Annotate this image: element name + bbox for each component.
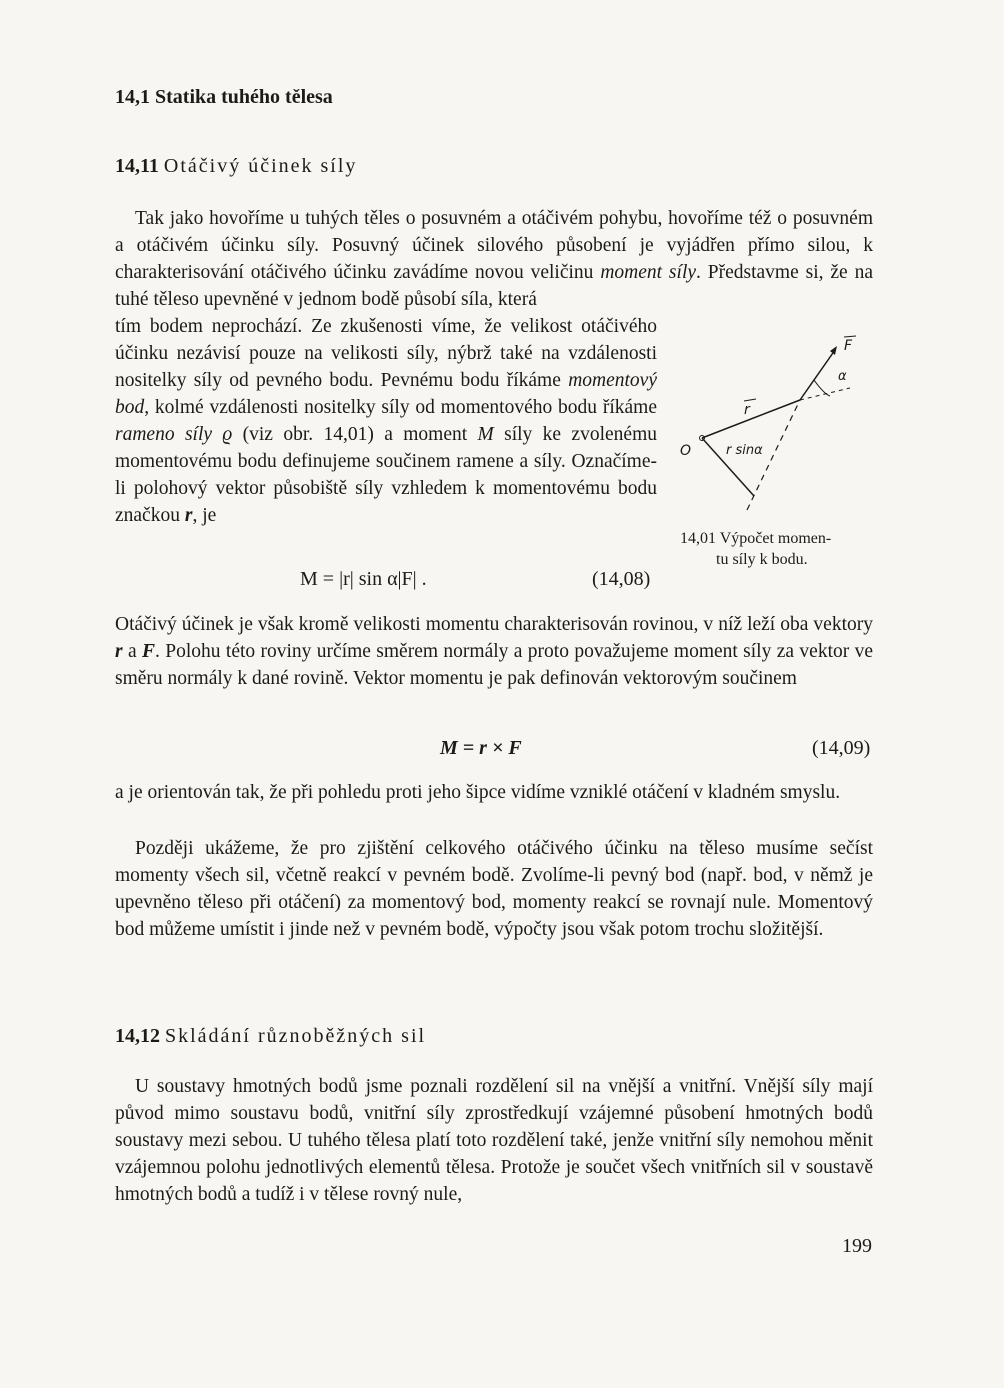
section2-number: 14,12 — [115, 1025, 160, 1047]
paragraph-1-column — [115, 313, 657, 529]
section-heading-14-12 — [115, 1025, 426, 1048]
label-F: F — [844, 338, 853, 354]
paragraph-3 — [115, 779, 873, 806]
var-F: F — [142, 641, 156, 662]
label-rsin: r sinα — [726, 443, 763, 458]
var-M: M — [477, 424, 494, 445]
term-rameno-sily: rameno síly ϱ — [115, 424, 233, 445]
term-moment-sily: moment síly — [600, 262, 697, 283]
para3-text: a je orientován tak, že při pohledu proti jeho šipce vidíme vzniklé otáčení v kladném smyslu. — [115, 782, 841, 803]
force-vector — [800, 350, 835, 400]
label-r-overbar — [744, 399, 756, 401]
var-r: r — [184, 505, 193, 526]
caption-line-2: tu síly k bodu. — [716, 551, 808, 568]
para2-text-b: a — [122, 641, 142, 662]
position-vector — [702, 400, 800, 438]
chapter-title: 14,1 Statika tuhého tělesa — [115, 86, 333, 108]
paragraph-1-full — [115, 205, 873, 313]
para1-text-a: Tak jako hovoříme u tuhých těles o posuvném a otáčivém pohybu, hovoříme též o posuvném a otáčivém účinku síly. Posuvný účinek silového působení je vyjádřen přímo silou, k charakterisování otáčivého účinku zavádíme novou veličinu — [115, 208, 873, 283]
paragraph-5 — [115, 1073, 873, 1208]
para1-text-b-part2: tím bodem neprochází. Ze zkušenosti víme, že velikost otáčivého účinku nezávisí pouze na velikosti síly, nýbrž také na vzdálenosti nositelky síly od pevného bodu. Pevnému bodu říkáme — [115, 316, 657, 391]
term-momentovy-bod: momentový bod — [115, 370, 657, 418]
label-r: r — [744, 402, 750, 418]
equation-14-09: M = r × F — [440, 737, 522, 759]
para1-text-e: síly ke zvolenému momentovému bodu definujeme součinem ramene a síly. Označíme-li polohový vektor působiště síly vzhledem k momentovému bodu značkou — [115, 424, 657, 526]
equation-14-08-number: (14,08) — [592, 568, 651, 590]
paragraph-2 — [115, 611, 873, 692]
para1-text-c: , kolmé vzdálenosti nositelky síly od momentového bodu říkáme — [144, 397, 657, 418]
var-r-2: r — [115, 641, 123, 662]
force-arrowhead — [830, 346, 837, 355]
label-O: O — [680, 443, 692, 459]
equation-14-09-number: (14,09) — [812, 737, 871, 759]
section-heading-14-11 — [115, 155, 357, 178]
figure-caption — [680, 528, 831, 570]
section2-title: Skládání různoběžných sil — [165, 1025, 427, 1047]
para5-text: U soustavy hmotných bodů jsme poznali rozdělení sil na vnější a vnitřní. Vnější síly mají původ mimo soustavu bodů, vnitřní síly zprostředkují vzájemné působení hmotných bodů soustavy mezi sebou. U tuhého tělesa platí toto rozdělení také, jenže vnitřní síly nemohou měnit vzájemnou polohu jednotlivých elementů tělesa. Protože je součet všech vnitřních sil v soustavě hmotných bodů a tudíž i v tělese rovný nule, — [115, 1076, 873, 1205]
section-title: Otáčivý účinek síly — [163, 155, 358, 177]
para2-text-a: Otáčivý účinek je však kromě velikosti momentu charakterisován rovinou, v níž leží oba vektory — [115, 614, 873, 635]
equation-14-08 — [300, 568, 427, 591]
para1-text-d: (viz obr. 14,01) a moment — [232, 424, 478, 445]
section-number: 14,11 — [115, 155, 159, 177]
para2-text-c: . Polohu této roviny určíme směrem normály a proto považujeme moment síly za vektor ve směru normály k dané rovině. Vektor momentu je pak definován vektorovým součinem — [115, 641, 874, 689]
figure-14-01 — [672, 328, 872, 520]
equation-14-08-text: M = |r| sin α|F| . — [300, 568, 427, 590]
para4-text: Později ukážeme, že pro zjištění celkového otáčivého účinku na těleso musíme sečíst momenty všech sil, včetně reakcí v pevném bodě. Zvolíme-li pevný bod (např. bod, v němž je upevněno těleso při otáčení) za momentový bod, momenty reakcí se rovnají nule. Momentový bod můžeme umístit i jinde než v pevném bodě, výpočty jsou však potom trochu složitější. — [115, 838, 873, 940]
page-number: 199 — [842, 1235, 872, 1257]
para1-text-f: , je — [192, 505, 217, 526]
label-alpha: α — [838, 369, 847, 384]
paragraph-4 — [115, 835, 873, 943]
angle-arc — [814, 380, 830, 396]
label-F-overbar — [844, 336, 856, 337]
caption-line-1: 14,01 Výpočet momen- — [680, 530, 832, 547]
para1-text-b-part1: . Představme si, že na tuhé těleso upevněné v jednom bodě působí síla, která — [115, 262, 873, 310]
